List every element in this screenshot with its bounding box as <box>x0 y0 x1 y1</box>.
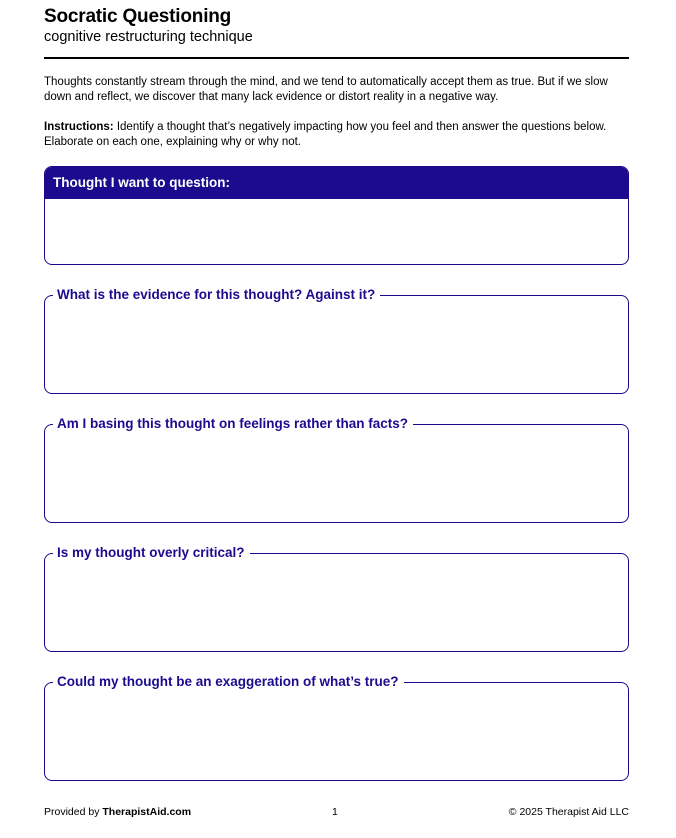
intro-paragraph: Thoughts constantly stream through the mind, and we tend to automatically accept them as true. But if we slow down and reflect, we discover that many lack evidence or distort reality in a negative way. <box>44 76 608 103</box>
answer-input-feelings[interactable] <box>51 437 622 516</box>
instructions-text: Identify a thought that’s negatively impacting how you feel and then answer the questions below. Elaborate on each one, explaining why or why not. <box>44 121 607 148</box>
question-label: Could my thought be an exaggeration of what’s true? <box>53 673 404 691</box>
footer-provided-prefix: Provided by <box>44 806 103 818</box>
page-number: 1 <box>332 806 338 818</box>
footer-provider <box>44 806 191 818</box>
question-label: Am I basing this thought on feelings rather than facts? <box>53 415 413 433</box>
question-box-feelings <box>44 416 629 523</box>
thought-box <box>44 166 629 265</box>
question-label: Is my thought overly critical? <box>53 544 250 562</box>
instructions-paragraph <box>44 120 629 150</box>
page-subtitle: cognitive restructuring technique <box>44 29 253 45</box>
page-title: Socratic Questioning <box>44 6 232 27</box>
answer-input-critical[interactable] <box>51 566 622 645</box>
question-box-critical <box>44 545 629 652</box>
answer-input-exaggeration[interactable] <box>51 695 622 774</box>
footer-provider-link[interactable]: TherapistAid.com <box>102 806 192 818</box>
thought-input[interactable] <box>45 199 629 265</box>
header-divider <box>44 57 629 59</box>
question-box-evidence <box>44 287 629 394</box>
instructions-label: Instructions: <box>44 121 114 133</box>
question-box-exaggeration <box>44 674 629 781</box>
footer-copyright: © 2025 Therapist Aid LLC <box>508 806 629 818</box>
question-label: What is the evidence for this thought? Against it? <box>53 286 380 304</box>
thought-box-label: Thought I want to question: <box>45 167 628 199</box>
answer-input-evidence[interactable] <box>51 308 622 387</box>
